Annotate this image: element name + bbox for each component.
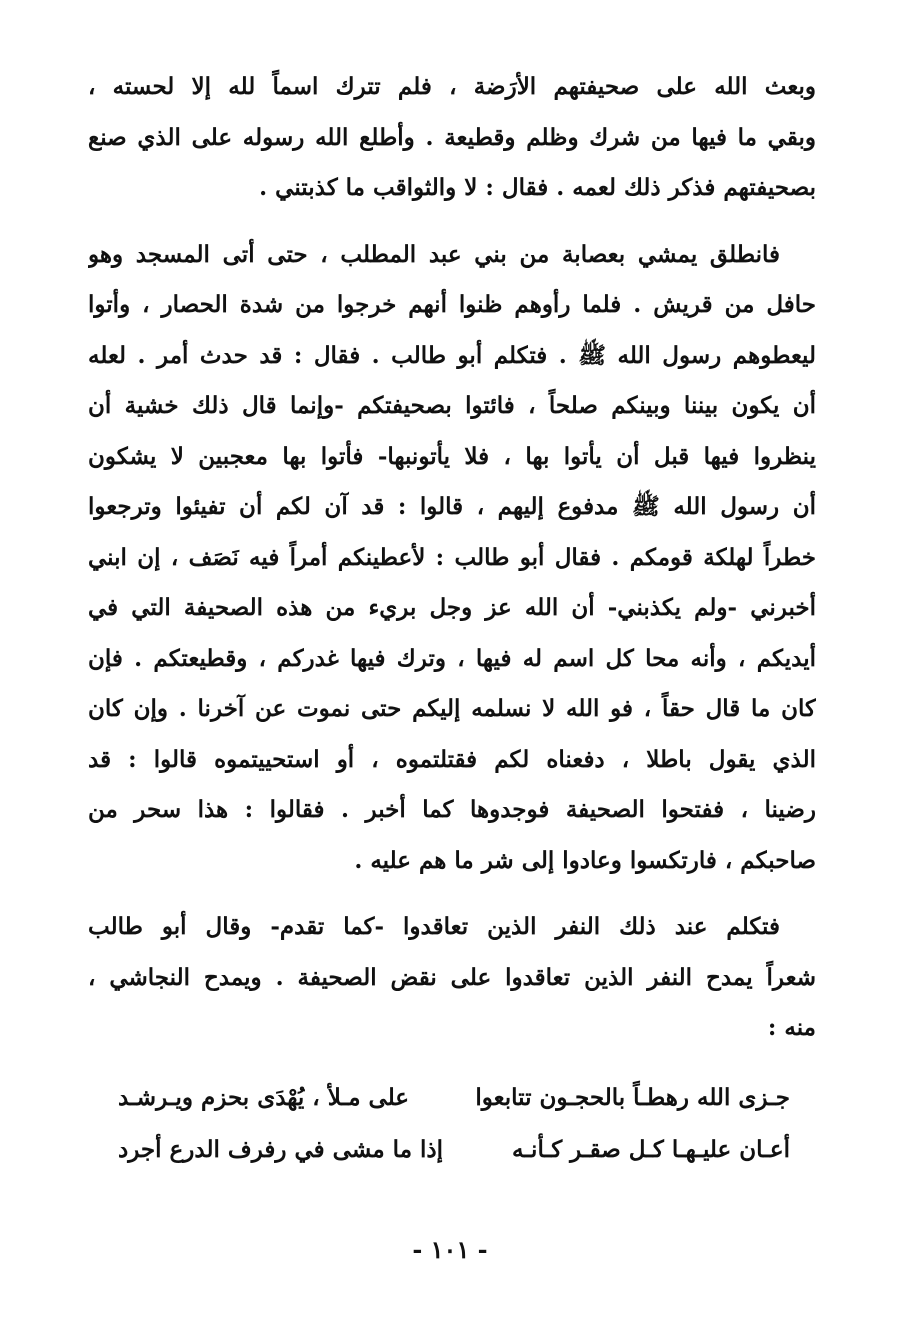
text-line: أن رسول الله ﷺ مدفوع إليهم ، قالوا : قد آن لكم أن تفيئوا وترجعوا bbox=[88, 493, 816, 520]
verse-first-hemistich: أعـان عليـهـا كـل صقـر كـأنـه bbox=[511, 1135, 790, 1163]
text-line: ينظروا فيها قبل أن يأتوا بها ، فلا يأتونبها- فأتوا بها معجبين لا يشكون bbox=[88, 442, 816, 470]
text-line: ليعطوهم رسول الله ﷺ . فتكلم أبو طالب . فقال : قد حدث أمر . لعله bbox=[88, 341, 816, 369]
text-line: كان ما قال حقاً ، فو الله لا نسلمه إليكم حتى نموت عن آخرنا . وإن كان bbox=[88, 695, 816, 722]
text-line: وبقي ما فيها من شرك وظلم وقطيعة . وأطلع الله رسوله على الذي صنع bbox=[88, 123, 816, 151]
poem bbox=[88, 1072, 816, 1176]
text-line: فتكلم عند ذلك النفر الذين تعاقدوا -كما تقدم- وقال أبو طالب bbox=[88, 913, 780, 940]
text-line: خطراً لهلكة قومكم . فقال أبو طالب : لأعطينكم أمراً فيه نَصَف ، إن ابني bbox=[88, 543, 816, 571]
paragraph-2 bbox=[88, 230, 816, 887]
text-line: صاحبكم ، فارتكسوا وعادوا إلى شر ما هم عليه . bbox=[354, 846, 816, 874]
text-line: منه : bbox=[767, 1014, 816, 1041]
book-page-text bbox=[88, 62, 816, 1176]
text-line: وبعث الله على صحيفتهم الأرَضة ، فلم تترك اسماً لله إلا لحسته ، bbox=[88, 73, 816, 100]
verse-second-hemistich: إذا ما مشى في رفرف الدرع أجرد bbox=[118, 1135, 444, 1163]
text-line: رضينا ، ففتحوا الصحيفة فوجدوها كما أخبر . فقالوا : هذا سحر من bbox=[88, 796, 816, 823]
page-number: - ١٠١ - bbox=[412, 1235, 488, 1264]
text-line: أخبرني -ولم يكذبني- أن الله عز وجل بريء من هذه الصحيفة التي في bbox=[88, 594, 816, 621]
poem-verse bbox=[88, 1124, 816, 1176]
text-line: حافل من قريش . فلما رأوهم ظنوا أنهم خرجوا من شدة الحصار ، وأتوا bbox=[88, 291, 816, 318]
text-line: فانطلق يمشي بعصابة من بني عبد المطلب ، حتى أتى المسجد وهو bbox=[88, 240, 780, 268]
verse-first-hemistich: جـزى الله رهطـاً بالحجـون تتابعوا bbox=[475, 1083, 790, 1111]
text-line: شعراً يمدح النفر الذين تعاقدوا على نقض الصحيفة . ويمدح النجاشي ، bbox=[88, 963, 816, 991]
verse-second-hemistich: على مـلأ ، يُهْدَى بحزم ويـرشـد bbox=[118, 1083, 410, 1111]
text-line: أيديكم ، وأنه محا كل اسم له فيها ، وترك فيها غدركم ، وقطيعتكم . فإن bbox=[88, 644, 816, 672]
text-line: بصحيفتهم فذكر ذلك لعمه . فقال : لا والثواقب ما كذبتني . bbox=[259, 174, 816, 201]
paragraph-3 bbox=[88, 902, 816, 1054]
poem-verse bbox=[88, 1072, 816, 1124]
text-line: الذي يقول باطلا ، دفعناه لكم فقتلتموه ، أو استحييتموه قالوا : قد bbox=[88, 745, 816, 773]
text-line: أن يكون بيننا وبينكم صلحاً ، فائتوا بصحيفتكم -وإنما قال ذلك خشية أن bbox=[88, 392, 816, 419]
paragraph-1 bbox=[88, 62, 816, 214]
